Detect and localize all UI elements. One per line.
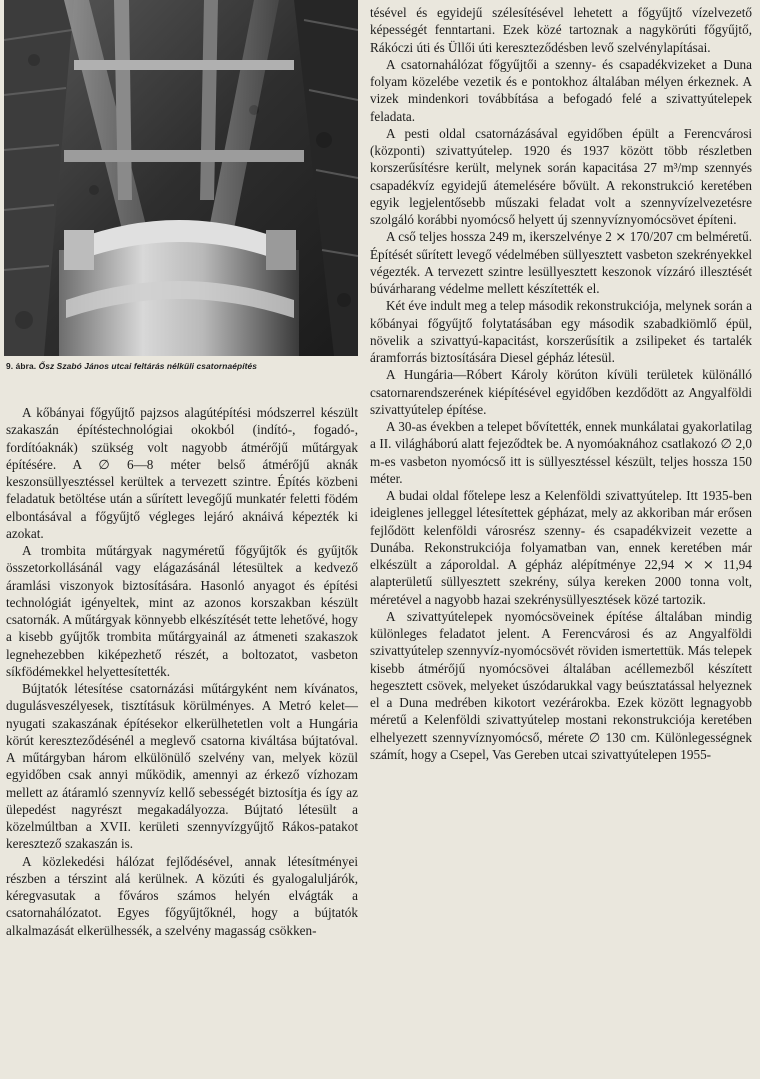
paragraph: A pesti oldal csatornázásával egyidőben épült a Ferencvárosi (központi) szivattyútelep. 1920 és 1937 között több részletben korszerűsítésre került, melynek során kapacitása 27 m³/mp szennyés csapadékvíz egyidejű átemelésére bővült. A rekonstrukció keretében egyik legjelentősebb műszaki feladat volt a szennyvízelvezetésre szolgáló korábbi nyomócső helyett új szennyvíznyomócsövet építeni. [370,125,752,227]
paragraph: A szivattyútelepek nyomócsöveinek építése általában mindig különleges feladatot jelent. A Ferencvárosi és az Angyalföldi szivattyútelep szennyvíz-nyomócsövét röviden ismertettük. Más telepek kisebb átmérőjű nyomócsövei általában acéllemezből készített hegesztett csövek, melyeket úszódarukkal vagy beúsztatással helyeznek el a Duna medrében kikotort vezérárokba. Ezek között legnagyobb méretű a Kelenföldi szivattyútelep mostani rekonstrukciója keretében elhelyezett szennyvíznyomócső, mérete ∅ 130 cm. Különlegességnek számít, hogy a Csepel, Vas Gereben utcai szivattyútelepen 1955- [370,608,752,762]
figure-caption-text: Ősz Szabó János utcai feltárás nélküli csatornaépítés [38,361,258,371]
paragraph: A trombita műtárgyak nagyméretű főgyűjtők és gyűjtők összetorkollásánál vagy elágazásánál létesültek a kedvező áramlási viszonyok biztosítására. Hasonló anyagot és építési technológiát igényeltek, mint az azonos korszakban készült csatornák. A műtárgyak könnyebb elkészítését tette lehetővé, hogy a kisebb gyűjtők trombita műtárgyainál az átmeneti szakaszok legnehezebben kiképezhető részét, a boltozatot, vasbeton síkfödémekkel helyettesítették. [6,543,358,679]
paragraph: A csatornahálózat főgyűjtői a szenny- és csapadékvizeket a Duna folyam közelébe vezetik és e pontokhoz általában mélyen érkeznek. A vizek mindenkori továbbítása a befogadó felé a szivattyútelepek feladata. [370,56,752,124]
paragraph: A 30-as években a telepet bővítették, ennek munkálatai gyakorlatilag a II. világháború alatt fejeződtek be. A nyomóaknához csatlakozó ∅ 2,0 m-es vasbeton nyomócső itt is süllyesztéssel készült, teljes hossza 150 méter. [370,419,752,486]
paragraph: Két éve indult meg a telep második rekonstrukciója, melynek során a kőbányai főgyűjtő folytatásában egy második szabadkiömlő épül, növelik a szivattyú-kapacitást, korszerűsítik a zsilipeket és tartalék áramforrás biztosítására Diesel gépház létesül. [370,298,752,365]
paragraph: A cső teljes hossza 249 m, ikerszelvénye 2 ⨯ 170/207 cm belméretű. Építését sűrített levegő védelmében süllyesztett vasbeton szekrényekkel végezték. A tervezett szintre lesüllyesztett keszonok vízzáró illesztését búvárharang védelme mellett készítették el. [370,229,752,296]
paragraph: A Hungária—Róbert Károly körúton kívüli területek különálló csatornarendszerének kiépítésével egyidőben kezdődött az Angyalföldi szivattyútelep építése. [370,367,752,417]
right-text-column [370,4,752,763]
paragraph: A kőbányai főgyűjtő pajzsos alagútépítési módszerrel készült szakaszán építéstechnológiai okokból (indító-, fogadó-, fordítóaknák) szükség volt nagyobb átmérőjű műtárgyak építésére. A ∅ 6—8 méter belső átmérőjű aknák keszonsüllyesztéssel kerültek a tervezett szintre. Építés közbeni feladatuk betöltése után a sűrített levegőjű munkatér feletti födém elbontásával a főgyűjtő végleges lejáró aknáivá képezték ki azokat. [6,405,358,541]
paragraph: A közlekedési hálózat fejlődésével, annak létesítményei részben a térszint alá kerülnek. A közúti és gyalogaluljárók, kéregvasutak a főváros számos helyén elvágták a csatornahálózatot. Egyes főgyűjtőknél, hogy a bújtatók alkalmazását elkerülhessék, a szelvény magasság csökken- [6,853,358,938]
left-text-column [6,404,358,939]
paragraph: A budai oldal főtelepe lesz a Kelenföldi szivattyútelep. Itt 1935-ben ideiglenes jelleggel létesítettek gépházat, mely az akkoriban már erősen fejlődött kelenföldi városrész szenny- és csapadékvizeit vezette a Dunába. Rekonstrukciója folyamatban van, ennek keretében már elkészült a záporoldal. A gépház alépítménye 22,94 ⨯ ⨯ 11,94 alapterületű süllyesztett szekrény, súlya kereken 2000 tonna volt, méretével a nagyobb hazai szekrénysüllyesztések közé tartozik. [370,488,752,607]
figure-caption [6,361,358,371]
paragraph: Bújtatók létesítése csatornázási műtárgyként nem kívánatos, dugulásveszélyesek, tisztításuk körülményes. A Metró kelet—nyugati szakaszának építésekor elkerülhetetlen volt a Hungária körút kereszteződésénél a meglevő csatorna kiváltása bújtatóval. A műtárgyban három elkülönülő szelvény van, melyek közül egyidőben csak annyi működik, amennyi az érkező vízhozam mellett az átáramló szennyvíz kellő sebességét biztosítja és így az ülepedést nagyrészt megakadályozza. Bújtató létesült a közelmúltban a XVII. kerületi szennyvízgyűjtő Rákos-patakot keresztező szakaszán is. [6,681,358,852]
paragraph-continued: tésével és egyidejű szélesítésével lehetett a főgyűjtő vízelvezető képességét fenntartani. Ezek közé tartoznak a nagykörúti főgyűjtő, Rákóczi úti és Üllői úti kereszteződésben levő szelvénylapításai. [370,5,752,55]
figure-number: 9. ábra. [6,361,37,371]
excavation-photo-image [4,0,358,356]
figure-photo [4,0,358,356]
